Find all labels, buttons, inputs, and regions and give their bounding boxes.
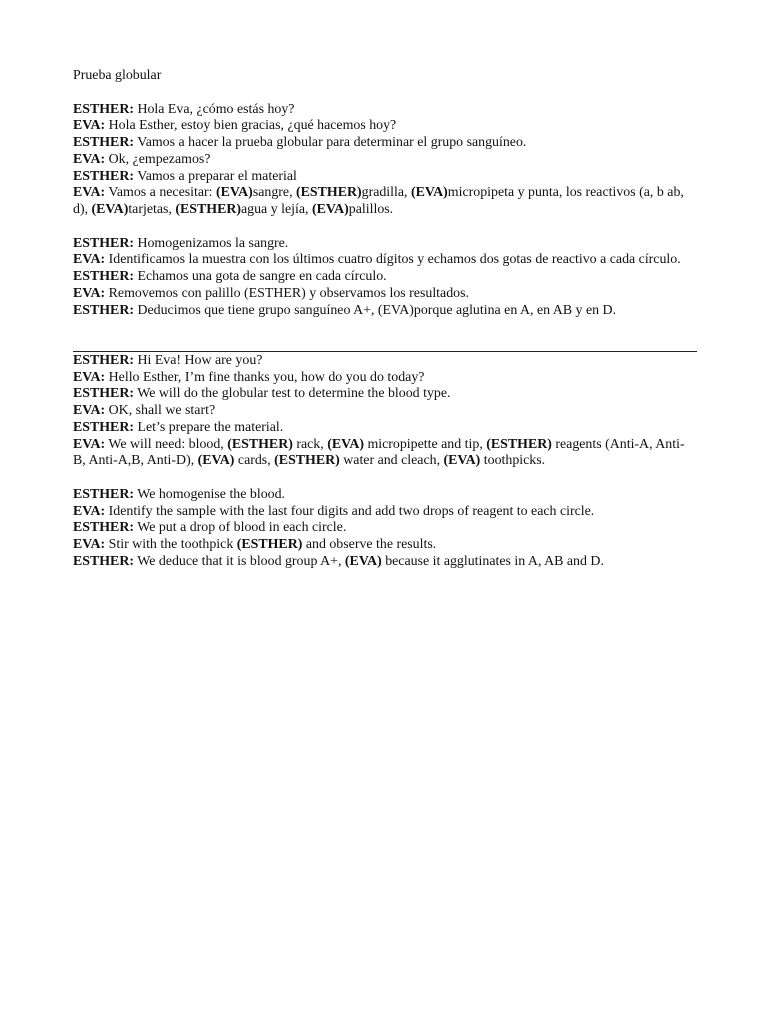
speaker-label: (EVA)	[327, 436, 364, 452]
dialogue-text: Removemos con palillo (ESTHER) y observamos los resultados.	[105, 285, 469, 301]
dialogue-text: Vamos a preparar el material	[133, 168, 297, 184]
dialogue-text: tarjetas,	[128, 202, 176, 217]
dialogue-text: Ok, ¿empezamos?	[105, 151, 211, 167]
dialogue-text: We will need: blood,	[105, 436, 228, 452]
speaker-label: EVA:	[73, 185, 106, 201]
dialogue-block	[73, 236, 695, 320]
dialogue-text: We deduce that it is blood group A+,	[133, 553, 345, 569]
speaker-label: (EVA)	[91, 202, 129, 217]
dialogue-line	[73, 370, 695, 387]
speaker-label: EVA:	[73, 252, 106, 268]
dialogue-text: Let’s prepare the material.	[133, 419, 284, 435]
spacer	[73, 470, 695, 487]
dialogue-text: sangre,	[252, 185, 297, 201]
speaker-label: (ESTHER)	[296, 185, 362, 201]
speaker-label: ESTHER:	[73, 269, 134, 284]
speaker-label: EVA:	[73, 118, 106, 134]
dialogue-line	[73, 286, 695, 303]
speaker-label: ESTHER:	[73, 101, 134, 117]
speaker-label: ESTHER:	[73, 135, 134, 150]
dialogue-text: agua y lejía,	[241, 202, 312, 217]
dialogue-text: Stir with the toothpick	[105, 537, 237, 552]
document-page	[73, 68, 695, 571]
speaker-label: (EVA)	[344, 553, 382, 569]
speaker-label: EVA:	[73, 436, 106, 452]
dialogue-text: toothpicks.	[480, 453, 546, 469]
dialogue-text: reagents (Anti-A, Anti-B, Anti-A,B, Anti-D),	[73, 436, 685, 469]
dialogue-line	[73, 403, 695, 420]
speaker-label: EVA:	[73, 285, 106, 301]
speaker-label: (ESTHER)	[175, 202, 241, 217]
dialogue-line	[73, 537, 695, 554]
speaker-label: ESTHER:	[73, 553, 134, 569]
speaker-label: EVA:	[73, 369, 106, 385]
dialogue-text: gradilla,	[361, 185, 411, 201]
dialogue-block	[73, 353, 695, 470]
speaker-label: (EVA)	[411, 185, 448, 201]
speaker-label: (EVA)	[311, 202, 349, 217]
speaker-label: (EVA)	[197, 453, 235, 469]
dialogue-text: Hi Eva! How are you?	[133, 352, 263, 368]
dialogue-line	[73, 504, 695, 521]
dialogue-line	[73, 169, 695, 186]
spacer	[73, 219, 695, 236]
dialogue-text: OK, shall we start?	[105, 403, 216, 418]
dialogue-text: Hello Esther, I’m fine thanks you, how do you do today?	[105, 369, 425, 385]
dialogue-line	[73, 520, 695, 537]
speaker-label: (ESTHER)	[274, 453, 340, 469]
dialogue-text: cards,	[234, 453, 275, 469]
speaker-label: ESTHER:	[73, 352, 134, 368]
dialogue-line	[73, 437, 695, 471]
dialogue-text: Identificamos la muestra con los últimos cuatro dígitos y echamos dos gotas de reactivo a cada círculo.	[105, 252, 681, 268]
dialogue-text: We will do the globular test to determine the blood type.	[133, 386, 451, 402]
dialogue-text: Deducimos que tiene grupo sanguíneo A+, (EVA)porque aglutina en A, en AB y en D.	[133, 302, 617, 318]
dialogue-text: because it agglutinates in A, AB and D.	[381, 553, 604, 569]
dialogue-text: water and cleach,	[339, 453, 444, 469]
dialogue-text: micropipeta y punta, los reactivos (a, b ab, d),	[73, 185, 684, 217]
speaker-label: EVA:	[73, 537, 106, 552]
dialogue-line	[73, 236, 695, 253]
dialogue-line	[73, 420, 695, 437]
separator-line	[73, 336, 695, 353]
speaker-label: ESTHER:	[73, 235, 134, 251]
document-title: Prueba globular	[73, 68, 162, 83]
dialogue-line	[73, 118, 695, 135]
dialogue-block	[73, 102, 695, 219]
dialogue-line	[73, 252, 695, 269]
speaker-label: ESTHER:	[73, 168, 134, 184]
dialogue-text: rack,	[292, 436, 328, 452]
dialogue-line	[73, 185, 695, 219]
dialogue-line	[73, 487, 695, 504]
speaker-label: ESTHER:	[73, 520, 134, 536]
dialogue-text: We put a drop of blood in each circle.	[133, 520, 347, 536]
dialogue-block	[73, 487, 695, 571]
speaker-label: ESTHER:	[73, 486, 134, 502]
speaker-label: EVA:	[73, 403, 106, 418]
dialogue-line	[73, 353, 695, 370]
speaker-label: ESTHER:	[73, 386, 134, 402]
dialogue-text: Hola Eva, ¿cómo estás hoy?	[133, 101, 295, 117]
speaker-label: (ESTHER)	[227, 436, 293, 452]
dialogue-line	[73, 269, 695, 286]
dialogue-line	[73, 102, 695, 119]
horizontal-rule	[73, 351, 697, 352]
dialogue-text: Hola Esther, estoy bien gracias, ¿qué hacemos hoy?	[105, 118, 397, 134]
dialogue-text: palillos.	[348, 202, 394, 217]
dialogue-line	[73, 152, 695, 169]
dialogue-text: Vamos a hacer la prueba globular para determinar el grupo sanguíneo.	[133, 135, 527, 150]
dialogue-text: Identify the sample with the last four digits and add two drops of reagent to each circle.	[105, 503, 595, 519]
speaker-label: ESTHER:	[73, 419, 134, 435]
dialogue-text: and observe the results.	[302, 537, 437, 552]
speaker-label: (ESTHER)	[486, 436, 552, 452]
speaker-label: EVA:	[73, 503, 106, 519]
dialogue-text: We homogenise the blood.	[133, 486, 285, 502]
dialogue-line	[73, 386, 695, 403]
dialogue-line	[73, 303, 695, 320]
speaker-label: (EVA)	[216, 185, 253, 201]
dialogue-line	[73, 554, 695, 571]
speaker-label: ESTHER:	[73, 302, 134, 318]
spacer	[73, 319, 695, 336]
dialogue-text: Vamos a necesitar:	[105, 185, 217, 201]
dialogue-text: Echamos una gota de sangre en cada círculo.	[133, 269, 387, 284]
spacer	[73, 85, 695, 102]
dialogue-text: Homogenizamos la sangre.	[133, 235, 289, 251]
speaker-label: (ESTHER)	[236, 537, 303, 552]
speaker-label: EVA:	[73, 151, 106, 167]
speaker-label: (EVA)	[443, 453, 481, 469]
dialogue-text: micropipette and tip,	[363, 436, 487, 452]
dialogue-line	[73, 135, 695, 152]
